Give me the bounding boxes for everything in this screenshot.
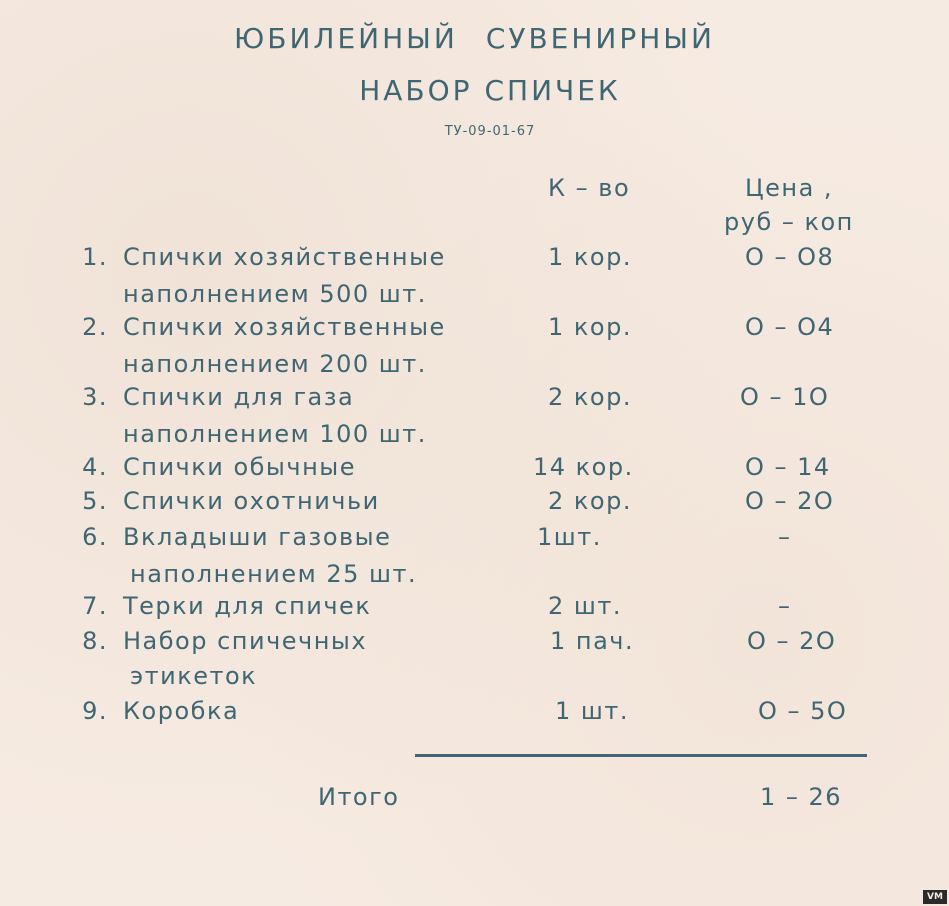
item-qty: 1 кор. (548, 313, 632, 341)
item-num: 7. (82, 592, 108, 620)
price-header: Цена , (745, 174, 834, 202)
title-line-2: НАБОР СПИЧЕК (359, 74, 621, 107)
item-name: Коробка (123, 697, 240, 725)
total-label: Итого (318, 783, 400, 811)
item-num: 2. (82, 313, 108, 341)
item-name: Спички хозяйственные (123, 243, 446, 271)
item-num: 1. (82, 243, 108, 271)
item-num: 5. (82, 487, 108, 515)
item-num: 3. (82, 383, 108, 411)
qty-header: К – во (548, 174, 631, 202)
item-num: 8. (82, 627, 108, 655)
item-qty: 1 пач. (550, 627, 635, 655)
item-price: – (778, 592, 792, 620)
item-qty: 2 кор. (548, 383, 632, 411)
item-name-cont: этикеток (130, 662, 258, 690)
item-qty: 2 кор. (548, 487, 632, 515)
item-price: О – 2О (745, 487, 835, 515)
item-name-cont: наполнением 100 шт. (123, 420, 427, 448)
item-num: 6. (82, 523, 108, 551)
item-name: Спички хозяйственные (123, 313, 446, 341)
title-line-1 (0, 22, 949, 55)
item-qty: 14 кор. (533, 453, 634, 481)
item-qty: 1шт. (537, 523, 602, 551)
item-name: Спички для газа (123, 383, 355, 411)
item-qty: 1 шт. (555, 697, 629, 725)
item-name: Вкладыши газовые (123, 523, 392, 551)
title-word-2: СУВЕНИРНЫЙ (485, 22, 715, 55)
item-name: Терки для спичек (123, 592, 372, 620)
total-value: 1 – 26 (760, 783, 843, 811)
item-price: О – 5О (758, 697, 848, 725)
total-divider (415, 754, 867, 757)
item-price: О – О4 (745, 313, 835, 341)
item-name-cont: наполнением 500 шт. (123, 280, 427, 308)
item-num: 4. (82, 453, 108, 481)
standard-code: ТУ-09-01-67 (444, 124, 536, 139)
item-qty: 1 кор. (548, 243, 632, 271)
item-qty: 2 шт. (548, 592, 622, 620)
item-price: – (778, 523, 792, 551)
item-name: Спички обычные (123, 453, 356, 481)
item-name-cont: наполнением 25 шт. (130, 560, 418, 588)
price-unit-header: руб – коп (724, 208, 854, 236)
title-word-1: ЮБИЛЕЙНЫЙ (234, 22, 458, 55)
item-name: Набор спичечных (123, 627, 368, 655)
item-name: Спички охотничьи (123, 487, 380, 515)
watermark: VM (923, 890, 947, 904)
item-price: О – 14 (745, 453, 831, 481)
item-num: 9. (82, 697, 108, 725)
item-price: О – О8 (745, 243, 835, 271)
item-price: О – 2О (747, 627, 837, 655)
item-name-cont: наполнением 200 шт. (123, 350, 427, 378)
item-price: О – 1О (740, 383, 830, 411)
